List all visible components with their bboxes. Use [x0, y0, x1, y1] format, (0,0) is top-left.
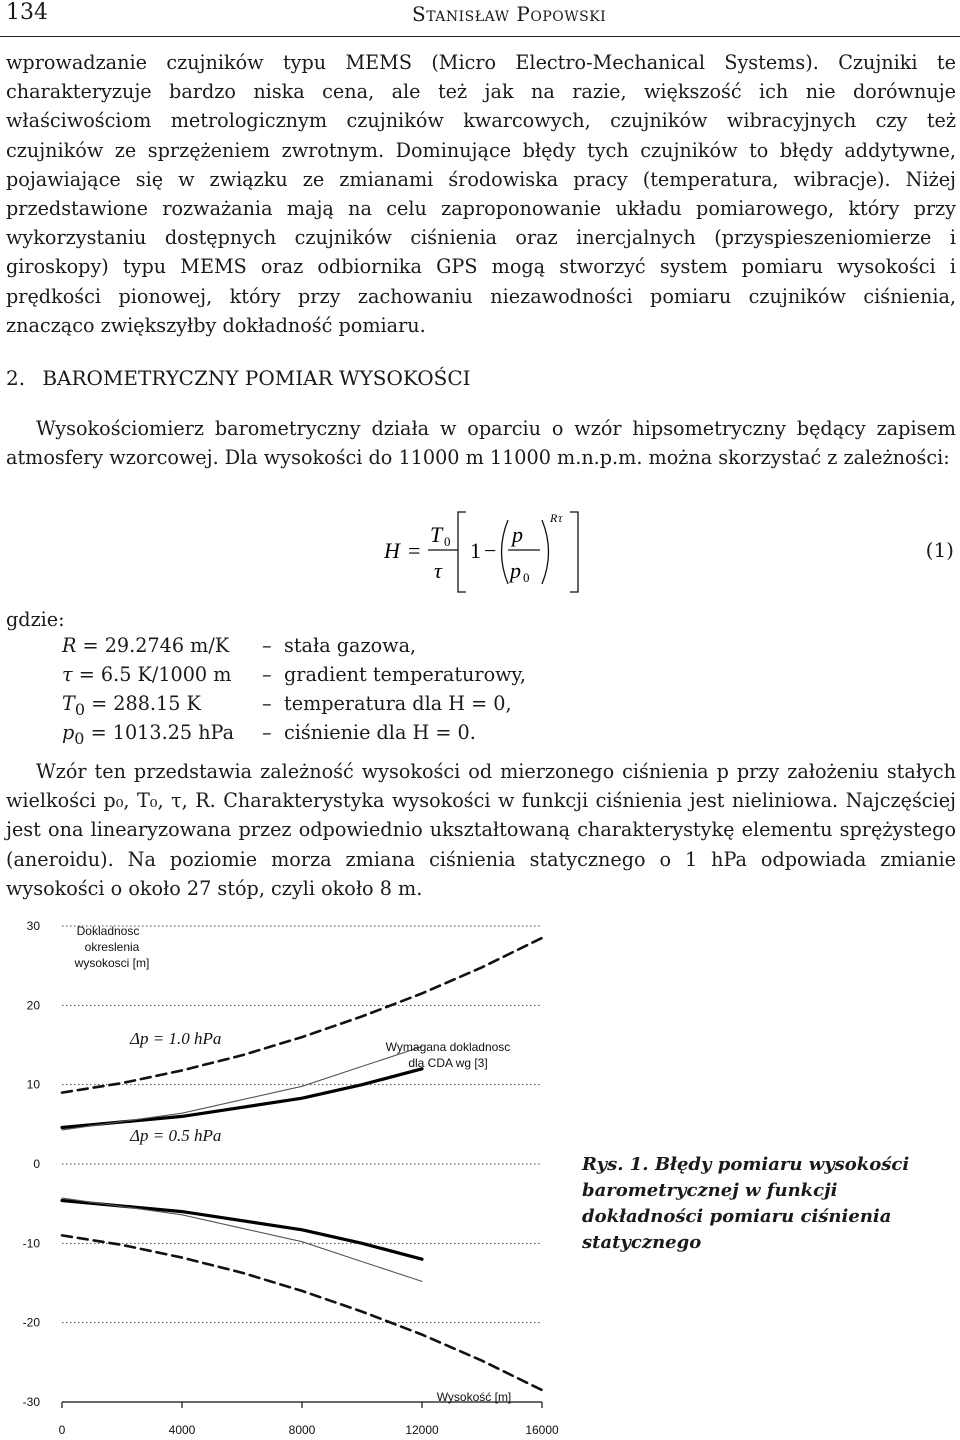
x-tick-label: 16000: [525, 1423, 559, 1437]
x-tick-label: 4000: [168, 1423, 196, 1437]
eq-p0-sub: 0: [523, 570, 530, 585]
x-tick-label: 0: [58, 1423, 66, 1437]
y-tick-label: 30: [26, 919, 40, 933]
ylabel-line-3: wysokosci [m]: [74, 956, 150, 970]
annotation-cda-line-1: Wymagana dokladnosc: [385, 1040, 511, 1054]
series-line-thick: [62, 1201, 422, 1260]
def-description: temperatura dla H = 0,: [284, 692, 512, 715]
series-line-thin: [62, 1047, 422, 1130]
eq-minus: −: [484, 538, 497, 563]
definitions-list: [62, 634, 662, 750]
section-title: BAROMETRYCZNY POMIAR WYSOKOŚCI: [42, 366, 471, 390]
definitions-intro: gdzie:: [6, 608, 65, 631]
page-header: [0, 0, 960, 36]
eq-p: p: [512, 522, 523, 547]
ylabel-line-2: okreslenia: [84, 940, 140, 954]
y-tick-label: -30: [22, 1395, 40, 1409]
def-value: = 1013.25 hPa: [84, 721, 235, 744]
y-tick-label: 0: [33, 1157, 40, 1171]
figure-caption: Rys. 1. Błędy pomiaru wysokości barometrycznej w funkcji dokładności pomiaru ciśnienia statycznego: [582, 1154, 910, 1253]
series-line-dashed: [62, 1235, 542, 1390]
body-paragraph-2: Wysokościomierz barometryczny działa w oparciu o wzór hipsometryczny będący zapisem atmosfery wzorcowej. Dla wysokości do 11000 m 11000 m.n.p.m. można skorzystać z zależności:: [6, 417, 956, 470]
def-description: gradient temperaturowy,: [284, 663, 526, 686]
def-value: = 6.5 K/1000 m: [72, 663, 232, 686]
y-tick-label: -20: [22, 1315, 40, 1330]
series-line-thick: [62, 1069, 422, 1128]
equation-number: (1): [925, 538, 954, 562]
eq-T-sub: 0: [444, 534, 451, 549]
annotation-dp1: Δp = 1.0 hPa: [130, 1029, 222, 1048]
y-tick-label: 10: [26, 1077, 40, 1092]
eq-exp-tau: τ: [558, 511, 563, 525]
ylabel-line-1: Dokladnosc: [76, 924, 140, 938]
def-dash: –: [262, 663, 272, 686]
running-head: Stanisław Popowski: [412, 2, 607, 26]
x-axis-label: Wysokość [m]: [436, 1390, 512, 1404]
section-number: 2.: [6, 366, 26, 390]
eq-lhs: H: [384, 538, 400, 563]
body-paragraph-1: wprowadzanie czujników typu MEMS (Micro Electro-Mechanical Systems). Czujniki te charakteryzuje bardzo niska cena, ale też jak na razie, większość ich nie dorównuje właściwościom metrologicznym czujników kwarcowych, czujników wibracyjnych czy też czujników ze sprzężeniem zwrotnym. Dominujące błędy tych czujników to błędy addytywne, pojawiające się w związku ze zmianami środowiska pracy (temperatura, wibracje). Niżej przedstawione rozważania mają na celu zaproponowanie układu pomiarowego, który przy wykorzystaniu dostępnych czujników ciśnienia oraz inercjalnych (przyspieszeniomierze i giroskopy) typu MEMS oraz odbiornika GPS mogą stworzyć system pomiaru wysokości i prędkości pionowej, który przy zachowaniu niezawodności pomiaru czujników ciśnienia, znacząco zwiększyłby dokładność pomiaru.: [6, 51, 956, 337]
def-symbol: p: [62, 721, 75, 744]
def-value: = 288.15 K: [85, 692, 201, 715]
definition-row: [62, 663, 662, 692]
eq-one: 1: [470, 538, 481, 563]
def-value: = 29.2746 m/K: [76, 634, 230, 657]
definition-row: [62, 692, 662, 721]
annotation-cda-line-2: dla CDA wg [3]: [408, 1056, 488, 1070]
header-rule: [0, 36, 960, 37]
def-dash: –: [262, 634, 272, 657]
def-symbol: R: [62, 634, 77, 657]
altitude-error-chart: [0, 908, 580, 1440]
def-description: stała gazowa,: [284, 634, 417, 657]
eq-exp-R: R: [550, 511, 558, 525]
x-tick-label: 12000: [405, 1423, 439, 1437]
def-subscript: 0: [74, 699, 85, 719]
def-dash: –: [262, 721, 272, 744]
def-symbol: τ: [62, 663, 73, 686]
def-symbol: T: [62, 692, 75, 715]
section-heading: [6, 366, 471, 390]
definition-row: [62, 721, 662, 750]
series-line-thin: [62, 1198, 422, 1281]
body-paragraph-3: Wzór ten przedstawia zależność wysokości od mierzonego ciśnienia p przy założeniu stałych wielkości p₀, T₀, τ, R. Charakterystyka wysokości w funkcji ciśnienia jest nieliniowa. Najczęściej jest ona linearyzowana przez odpowiednio ukształtowaną charakterystykę elementu sprężystego (aneroidu). Na poziomie morza zmiana ciśnienia statycznego o 1 hPa odpowiada zmianie wysokości o około 27 stóp, czyli około 8 m.: [6, 760, 956, 900]
hypsometric-equation: [380, 506, 610, 598]
eq-p0: p: [510, 558, 521, 583]
eq-T: T: [430, 522, 443, 547]
annotation-dp05: Δp = 0.5 hPa: [130, 1126, 222, 1145]
y-tick-label: 20: [26, 998, 40, 1013]
eq-tau: τ: [434, 558, 442, 583]
y-tick-label: -10: [22, 1236, 40, 1251]
def-subscript: 0: [74, 728, 85, 748]
eq-equals: =: [408, 538, 421, 563]
def-description: ciśnienie dla H = 0.: [284, 721, 476, 744]
page-number: 134: [6, 0, 48, 25]
def-dash: –: [262, 692, 272, 715]
definition-row: [62, 634, 662, 663]
x-tick-label: 8000: [288, 1423, 316, 1437]
